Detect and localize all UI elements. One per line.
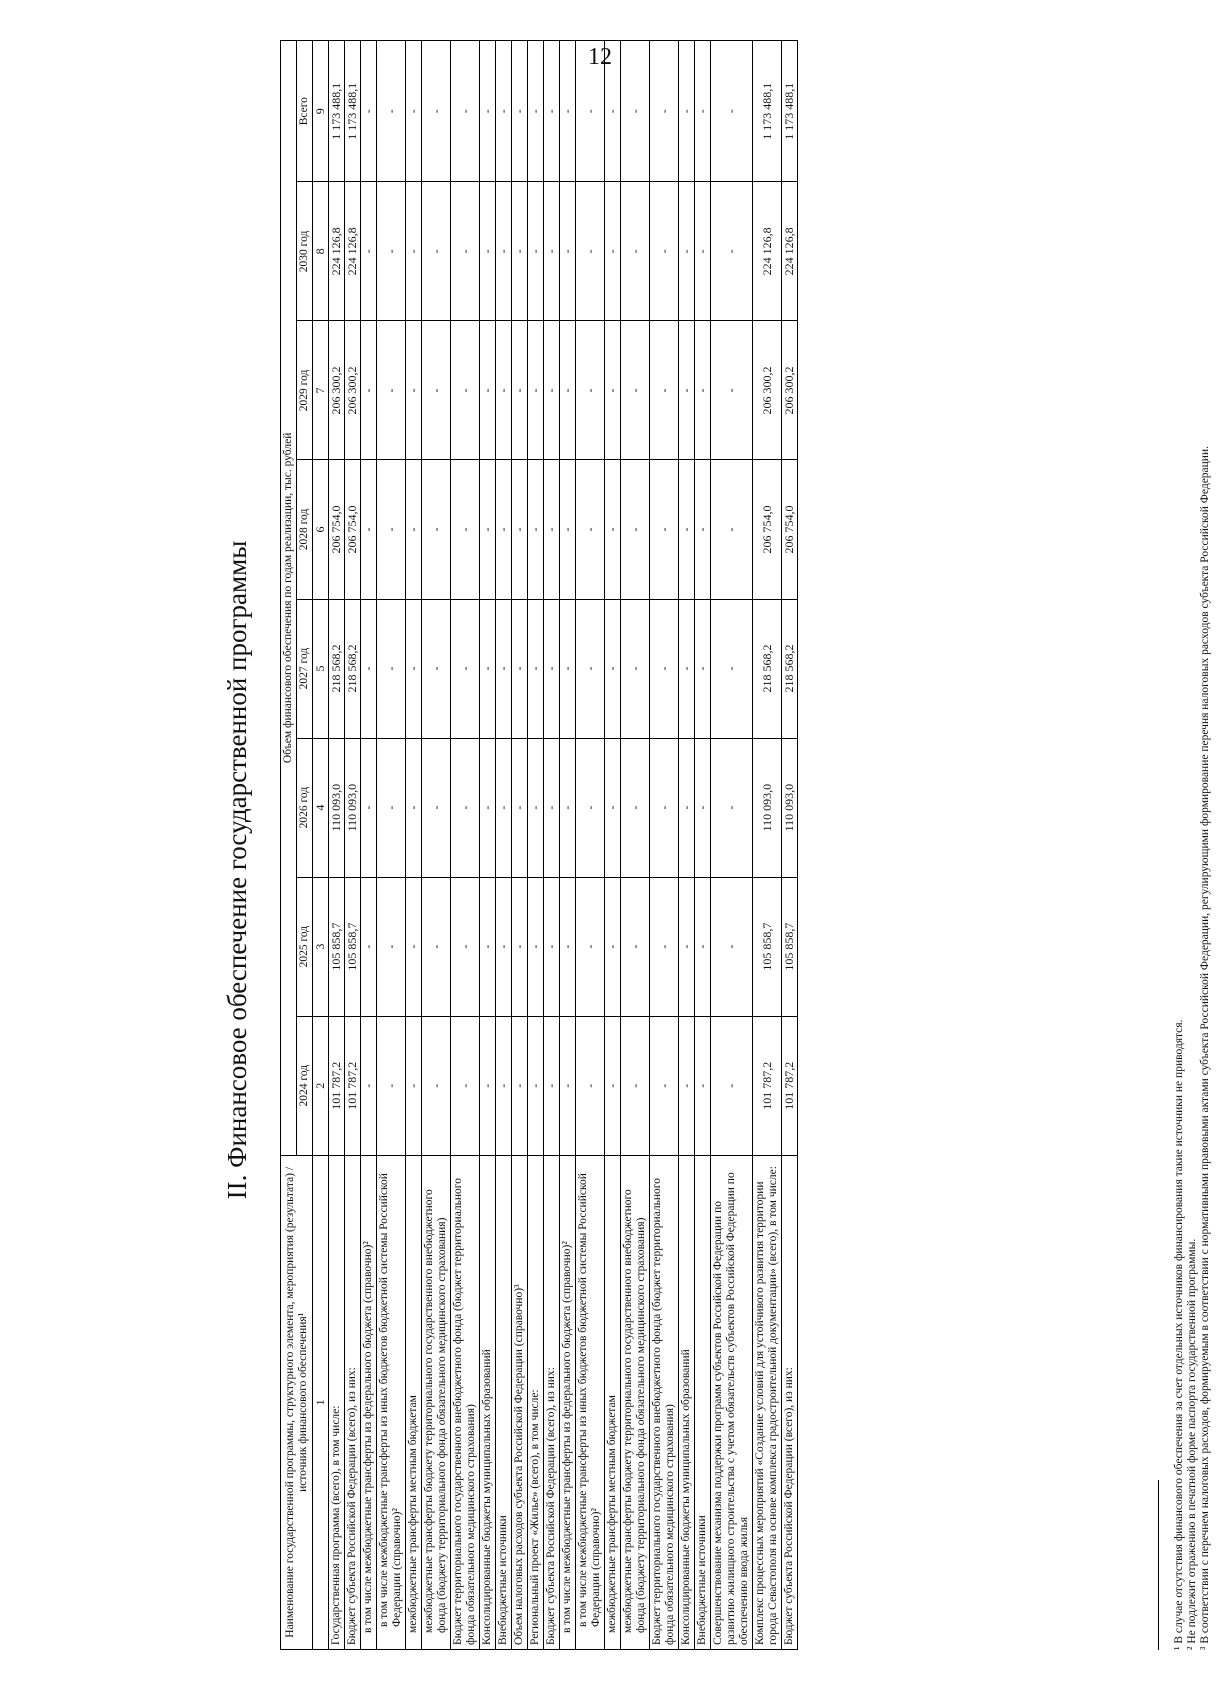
row-value-cell: - <box>512 321 528 460</box>
row-value-cell: - <box>528 877 544 1016</box>
row-value-cell: - <box>679 41 695 182</box>
row-value-cell: - <box>544 1016 560 1155</box>
header-index-row <box>313 41 329 1650</box>
footnote-item: ¹ В случае отсутствия финансового обеспечения за счет отдельных источников финансирования такие источники не приводятся. <box>1173 1019 1185 1650</box>
table-row <box>679 41 695 1650</box>
row-value-cell: - <box>480 460 496 599</box>
row-value-cell: - <box>679 877 695 1016</box>
row-value-cell: 206 300,2 <box>329 321 345 460</box>
table-row <box>496 41 512 1650</box>
row-value-cell: - <box>422 41 451 182</box>
row-value-cell: - <box>695 738 711 877</box>
row-value-cell: 105 858,7 <box>345 877 361 1016</box>
row-value-cell: - <box>361 1016 377 1155</box>
row-value-cell: - <box>560 877 576 1016</box>
row-value-cell: - <box>361 41 377 182</box>
row-value-cell: - <box>650 460 679 599</box>
row-value-cell: 110 093,0 <box>329 738 345 877</box>
row-value-cell: - <box>377 321 406 460</box>
row-value-cell: - <box>496 41 512 182</box>
row-value-cell: - <box>422 599 451 738</box>
row-value-cell: - <box>406 877 422 1016</box>
row-name-cell: Совершенствование механизма поддержки программ субъектов Российской Федерации по развитию жилищного строительства с учетом обязательств субъектов Российской Федерации по обеспечению ввода жилья <box>711 1155 753 1649</box>
table-row <box>576 41 605 1650</box>
row-value-cell: - <box>451 182 480 321</box>
row-value-cell: - <box>451 599 480 738</box>
row-value-cell: 101 787,2 <box>345 1016 361 1155</box>
row-value-cell: - <box>560 321 576 460</box>
section-title: II. Финансовое обеспечение государственной программы <box>222 540 252 1200</box>
row-value-cell: - <box>576 1016 605 1155</box>
row-value-cell: - <box>422 460 451 599</box>
row-value-cell: - <box>576 738 605 877</box>
row-name-cell: межбюджетные трансферты бюджету территориального государственного внебюджетного фонда (бюджету территориального фонда обязательного медицинского страхования) <box>422 1155 451 1649</box>
row-value-cell: - <box>451 460 480 599</box>
row-name-cell: Внебюджетные источники <box>496 1155 512 1649</box>
row-value-cell: - <box>422 1016 451 1155</box>
row-value-cell: 218 568,2 <box>753 599 782 738</box>
header-year-cell: 2029 год <box>297 321 313 460</box>
row-value-cell: - <box>451 1016 480 1155</box>
row-value-cell: - <box>711 460 753 599</box>
row-value-cell: - <box>528 460 544 599</box>
row-value-cell: - <box>496 599 512 738</box>
row-value-cell: - <box>377 599 406 738</box>
row-value-cell: - <box>361 599 377 738</box>
row-name-cell: Внебюджетные источники <box>695 1155 711 1649</box>
row-value-cell: - <box>576 460 605 599</box>
row-value-cell: - <box>451 738 480 877</box>
row-value-cell: - <box>621 738 650 877</box>
row-name-cell: в том числе межбюджетные трансферты из федерального бюджета (справочно)² <box>361 1155 377 1649</box>
footnote-item: ² Не подлежит отражению в печатной форме паспорта государственной программы. <box>1186 1238 1198 1650</box>
table-body <box>329 41 798 1650</box>
row-value-cell: - <box>605 738 621 877</box>
row-value-cell: - <box>361 738 377 877</box>
header-index-cell: 8 <box>313 182 329 321</box>
table-row <box>695 41 711 1650</box>
row-value-cell: - <box>695 41 711 182</box>
row-value-cell: 110 093,0 <box>782 738 798 877</box>
row-value-cell: - <box>621 460 650 599</box>
header-index-cell: 6 <box>313 460 329 599</box>
row-value-cell: - <box>560 41 576 182</box>
header-index-cell: 5 <box>313 599 329 738</box>
table-row <box>406 41 422 1650</box>
row-value-cell: - <box>695 182 711 321</box>
row-value-cell: - <box>422 182 451 321</box>
header-funding-group: Объем финансового обеспечения по годам реализации, тыс. рублей <box>281 41 297 1156</box>
row-name-cell: Консолидированные бюджеты муниципальных образований <box>679 1155 695 1649</box>
row-name-cell: Региональный проект «Жилье» (всего), в том числе: <box>528 1155 544 1649</box>
row-value-cell: - <box>711 599 753 738</box>
row-value-cell: - <box>679 182 695 321</box>
row-value-cell: 1 173 488,1 <box>782 41 798 182</box>
row-value-cell: - <box>496 182 512 321</box>
row-value-cell: - <box>361 460 377 599</box>
row-value-cell: - <box>605 460 621 599</box>
table-row <box>329 41 345 1650</box>
row-value-cell: - <box>528 1016 544 1155</box>
row-value-cell: - <box>528 182 544 321</box>
row-value-cell: - <box>621 321 650 460</box>
row-value-cell: - <box>496 321 512 460</box>
footnote-item: ³ В соответствии с перечнем налоговых расходов, формируемым в соответствии с нормативными правовыми актами субъекта Российской Федерации, регулирующими формирование перечня налоговых расходов субъекта Российской Федерации. <box>1199 446 1211 1650</box>
header-index-cell: 4 <box>313 738 329 877</box>
row-name-cell: Государственная программа (всего), в том числе: <box>329 1155 345 1649</box>
row-value-cell: - <box>361 877 377 1016</box>
header-year-cell: Всего <box>297 41 313 182</box>
header-year-cell: 2025 год <box>297 877 313 1016</box>
row-value-cell: 101 787,2 <box>753 1016 782 1155</box>
row-value-cell: - <box>528 321 544 460</box>
row-value-cell: - <box>406 460 422 599</box>
row-value-cell: 105 858,7 <box>782 877 798 1016</box>
row-value-cell: - <box>480 877 496 1016</box>
row-value-cell: - <box>544 321 560 460</box>
row-value-cell: - <box>605 41 621 182</box>
row-value-cell: - <box>496 877 512 1016</box>
row-value-cell: - <box>451 877 480 1016</box>
row-value-cell: 105 858,7 <box>753 877 782 1016</box>
row-value-cell: - <box>576 41 605 182</box>
row-value-cell: - <box>560 599 576 738</box>
row-value-cell: - <box>406 1016 422 1155</box>
row-value-cell: - <box>451 321 480 460</box>
row-name-cell: в том числе межбюджетные трансферты из иных бюджетов бюджетной системы Российской Федерации (справочно)² <box>576 1155 605 1649</box>
row-value-cell: - <box>377 1016 406 1155</box>
row-value-cell: - <box>605 599 621 738</box>
row-value-cell: - <box>512 877 528 1016</box>
row-value-cell: 206 300,2 <box>782 321 798 460</box>
row-value-cell: - <box>576 182 605 321</box>
row-value-cell: - <box>560 1016 576 1155</box>
row-value-cell: 1 173 488,1 <box>345 41 361 182</box>
row-value-cell: - <box>576 877 605 1016</box>
row-value-cell: - <box>560 460 576 599</box>
row-value-cell: - <box>512 182 528 321</box>
row-value-cell: - <box>512 41 528 182</box>
row-value-cell: 206 754,0 <box>753 460 782 599</box>
row-value-cell: - <box>621 877 650 1016</box>
row-value-cell: - <box>406 738 422 877</box>
row-value-cell: - <box>679 1016 695 1155</box>
table-row <box>560 41 576 1650</box>
row-value-cell: - <box>361 182 377 321</box>
row-value-cell: - <box>695 460 711 599</box>
row-value-cell: - <box>480 738 496 877</box>
table-row <box>451 41 480 1650</box>
row-value-cell: 224 126,8 <box>329 182 345 321</box>
footnote-divider <box>1158 1480 1159 1650</box>
row-value-cell: - <box>621 599 650 738</box>
row-value-cell: 206 754,0 <box>345 460 361 599</box>
row-value-cell: - <box>650 599 679 738</box>
row-value-cell: - <box>605 182 621 321</box>
header-year-cell: 2028 год <box>297 460 313 599</box>
rotated-page-content <box>220 40 1220 1650</box>
header-year-cell: 2024 год <box>297 1016 313 1155</box>
row-value-cell: - <box>711 182 753 321</box>
row-value-cell: - <box>621 41 650 182</box>
row-name-cell: Бюджет территориального государственного внебюджетного фонда (бюджет территориального фонда обязательного медицинского страхования) <box>451 1155 480 1649</box>
row-value-cell: 206 754,0 <box>329 460 345 599</box>
row-value-cell: - <box>377 182 406 321</box>
row-name-cell: Бюджет субъекта Российской Федерации (всего), из них: <box>544 1155 560 1649</box>
row-value-cell: - <box>544 182 560 321</box>
row-value-cell: - <box>406 321 422 460</box>
header-name-column: Наименование государственной программы, структурного элемента, мероприятия (результата) / источник финансового обеспечения¹ <box>281 1155 313 1649</box>
table-row <box>422 41 451 1650</box>
row-value-cell: - <box>480 182 496 321</box>
row-value-cell: - <box>650 877 679 1016</box>
row-value-cell: - <box>377 460 406 599</box>
row-value-cell: - <box>377 738 406 877</box>
row-value-cell: - <box>576 321 605 460</box>
header-index-cell: 3 <box>313 877 329 1016</box>
row-value-cell: - <box>480 321 496 460</box>
row-value-cell: 218 568,2 <box>782 599 798 738</box>
row-value-cell: - <box>695 877 711 1016</box>
row-value-cell: 206 300,2 <box>345 321 361 460</box>
row-value-cell: 224 126,8 <box>753 182 782 321</box>
row-value-cell: - <box>528 738 544 877</box>
row-name-cell: межбюджетные трансферты местным бюджетам <box>605 1155 621 1649</box>
footnote-list <box>1173 40 1212 1650</box>
row-value-cell: - <box>711 738 753 877</box>
row-value-cell: - <box>512 460 528 599</box>
header-index-cell: 7 <box>313 321 329 460</box>
row-value-cell: 206 300,2 <box>753 321 782 460</box>
row-value-cell: - <box>605 321 621 460</box>
row-value-cell: - <box>377 877 406 1016</box>
row-value-cell: - <box>480 1016 496 1155</box>
row-value-cell: - <box>544 877 560 1016</box>
row-value-cell: - <box>377 41 406 182</box>
row-value-cell: 206 754,0 <box>782 460 798 599</box>
row-value-cell: 101 787,2 <box>782 1016 798 1155</box>
row-value-cell: - <box>679 738 695 877</box>
row-value-cell: - <box>576 599 605 738</box>
row-value-cell: - <box>422 877 451 1016</box>
row-name-cell: Консолидированные бюджеты муниципальных образований <box>480 1155 496 1649</box>
table-row <box>528 41 544 1650</box>
row-name-cell: межбюджетные трансферты местным бюджетам <box>406 1155 422 1649</box>
row-value-cell: 218 568,2 <box>345 599 361 738</box>
row-name-cell: в том числе межбюджетные трансферты из федерального бюджета (справочно)² <box>560 1155 576 1649</box>
row-name-cell: межбюджетные трансферты бюджету территориального государственного внебюджетного фонда (бюджету территориального фонда обязательного медицинского страхования) <box>621 1155 650 1649</box>
row-value-cell: - <box>512 738 528 877</box>
row-value-cell: - <box>695 321 711 460</box>
table-row <box>361 41 377 1650</box>
row-value-cell: - <box>496 1016 512 1155</box>
row-value-cell: - <box>544 599 560 738</box>
row-value-cell: - <box>528 41 544 182</box>
table-row <box>512 41 528 1650</box>
row-value-cell: 224 126,8 <box>345 182 361 321</box>
row-value-cell: - <box>621 182 650 321</box>
header-year-cell: 2026 год <box>297 738 313 877</box>
header-index-cell: 2 <box>313 1016 329 1155</box>
row-value-cell: - <box>544 738 560 877</box>
table-row <box>782 41 798 1650</box>
row-name-cell: в том числе межбюджетные трансферты из иных бюджетов бюджетной системы Российской Федерации (справочно)² <box>377 1155 406 1649</box>
row-value-cell: - <box>512 599 528 738</box>
row-value-cell: - <box>422 321 451 460</box>
row-value-cell: - <box>480 41 496 182</box>
row-value-cell: 218 568,2 <box>329 599 345 738</box>
row-value-cell: 110 093,0 <box>345 738 361 877</box>
row-value-cell: - <box>560 182 576 321</box>
row-value-cell: - <box>679 321 695 460</box>
row-value-cell: - <box>650 321 679 460</box>
table-row <box>711 41 753 1650</box>
table-row <box>544 41 560 1650</box>
row-value-cell: - <box>512 1016 528 1155</box>
row-value-cell: - <box>528 599 544 738</box>
header-index-cell: 9 <box>313 41 329 182</box>
financing-table <box>280 40 798 1650</box>
table-row <box>650 41 679 1650</box>
row-name-cell: Бюджет субъекта Российской Федерации (всего), из них: <box>782 1155 798 1649</box>
row-value-cell: - <box>406 599 422 738</box>
row-value-cell: 1 173 488,1 <box>329 41 345 182</box>
row-name-cell: Бюджет субъекта Российской Федерации (всего), из них: <box>345 1155 361 1649</box>
header-year-cell: 2030 год <box>297 182 313 321</box>
row-value-cell: - <box>650 1016 679 1155</box>
row-value-cell: - <box>451 41 480 182</box>
row-value-cell: - <box>605 1016 621 1155</box>
row-value-cell: - <box>650 182 679 321</box>
row-value-cell: - <box>496 738 512 877</box>
table-row <box>377 41 406 1650</box>
row-value-cell: - <box>480 599 496 738</box>
row-name-cell: Комплекс процессных мероприятий «Создание условий для устойчивого развития территории города Севастополя на основе комплекса градостроительной документации» (всего), в том числе: <box>753 1155 782 1649</box>
table-row <box>345 41 361 1650</box>
row-value-cell: - <box>711 877 753 1016</box>
row-value-cell: - <box>621 1016 650 1155</box>
row-value-cell: - <box>711 321 753 460</box>
row-value-cell: - <box>695 1016 711 1155</box>
row-value-cell: - <box>422 738 451 877</box>
row-value-cell: - <box>544 460 560 599</box>
row-value-cell: 105 858,7 <box>329 877 345 1016</box>
row-value-cell: - <box>711 1016 753 1155</box>
row-value-cell: - <box>496 460 512 599</box>
row-value-cell: - <box>406 41 422 182</box>
row-value-cell: - <box>605 877 621 1016</box>
row-value-cell: - <box>711 41 753 182</box>
row-value-cell: - <box>650 738 679 877</box>
row-name-cell: Объем налоговых расходов субъекта Российской Федерации (справочно)³ <box>512 1155 528 1649</box>
row-value-cell: - <box>679 460 695 599</box>
row-name-cell: Бюджет территориального государственного внебюджетного фонда (бюджет территориального фонда обязательного медицинского страхования) <box>650 1155 679 1649</box>
row-value-cell: - <box>544 41 560 182</box>
page-number: 12 <box>588 44 612 70</box>
row-value-cell: 224 126,8 <box>782 182 798 321</box>
row-value-cell: - <box>361 321 377 460</box>
table-row <box>480 41 496 1650</box>
table-row <box>753 41 782 1650</box>
header-index-cell: 1 <box>313 1155 329 1649</box>
row-value-cell: - <box>650 41 679 182</box>
row-value-cell: - <box>560 738 576 877</box>
row-value-cell: 110 093,0 <box>753 738 782 877</box>
row-value-cell: - <box>406 182 422 321</box>
row-value-cell: - <box>695 599 711 738</box>
table-row <box>605 41 621 1650</box>
table-row <box>621 41 650 1650</box>
header-year-cell: 2027 год <box>297 599 313 738</box>
row-value-cell: 1 173 488,1 <box>753 41 782 182</box>
row-value-cell: 101 787,2 <box>329 1016 345 1155</box>
row-value-cell: - <box>679 599 695 738</box>
footnotes <box>1158 40 1212 1650</box>
